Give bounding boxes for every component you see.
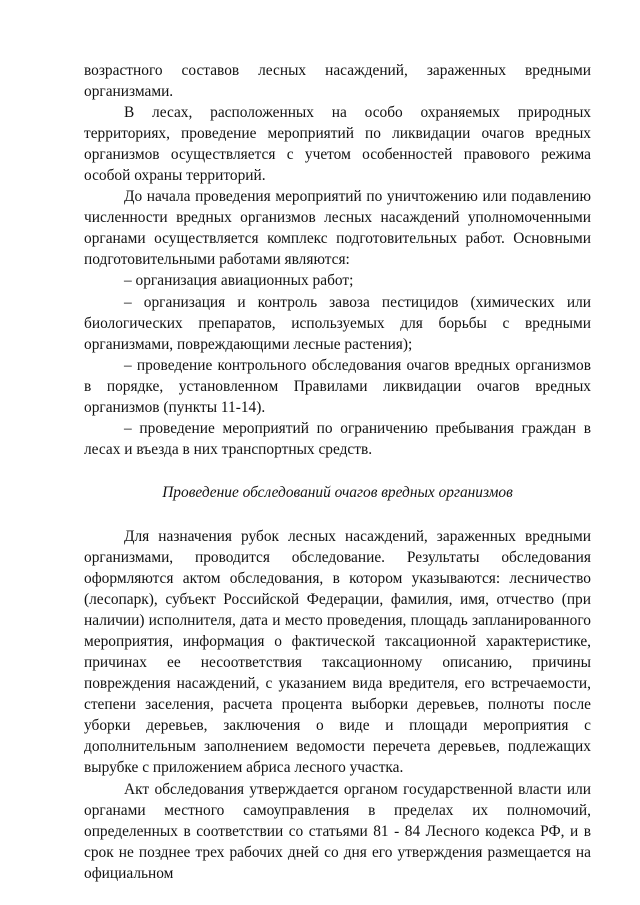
list-item-access-restriction: – проведение мероприятий по ограничению пребывания граждан в лесах и въезда в них транспортных средств.	[84, 419, 591, 458]
section-heading: Проведение обследований очагов вредных организмов	[162, 483, 513, 501]
paragraph-protected-territories: В лесах, расположенных на особо охраняемых природных территориях, проведение мероприятий по ликвидации очагов вредных организмов осуществляется с учетом особенностей правового режима особой охраны территорий.	[84, 104, 591, 185]
paragraph-act-approval: Акт обследования утверждается органом государственной власти или органами местного самоуправления в пределах их полномочий, определенных в соответствии со статьями 81 - 84 Лесного кодекса РФ, и в срок не позднее трех рабочих дней со дня его утверждения размещается на официальном	[84, 780, 591, 882]
list-item-pesticides: – организация и контроль завоза пестицидов (химических или биологических препаратов, используемых для борьбы с вредными организмами, повреждающими лесные растения);	[84, 293, 591, 353]
list-item-aviation: – организация авиационных работ;	[124, 272, 354, 290]
document-page	[84, 60, 591, 884]
list-item-control-survey: – проведение контрольного обследования очагов вредных организмов в порядке, установленном Правилами ликвидации очагов вредных организмов (пункты 11-14).	[84, 356, 591, 416]
paragraph-preparatory-works: До начала проведения мероприятий по уничтожению или подавлению численности вредных организмов лесных насаждений уполномоченными органами осуществляется комплекс подготовительных работ. Основными подготовительными работами являются:	[84, 188, 591, 269]
paragraph-continuation: возрастного составов лесных насаждений, зараженных вредными организмами.	[84, 62, 591, 101]
paragraph-survey-act: Для назначения рубок лесных насаждений, зараженных вредными организмами, проводится обследование. Результаты обследования оформляются актом обследования, в котором указываются: лесничество (лесопарк), субъект Российской Федерации, фамилия, имя, отчество (при наличии) исполнителя, дата и место проведения, площадь запланированного мероприятия, информация о фактической таксационной характеристике, причинах ее несоответствия таксационному описанию, причины повреждения насаждений, с указанием вида вредителя, его встречаемости, степени заселения, расчета процента выборки деревьев, полноты после уборки деревьев, заключения о виде и площади мероприятия с дополнительным заполнением ведомости перечета деревьев, подлежащих вырубке с приложением абриса лесного участка.	[84, 527, 591, 777]
